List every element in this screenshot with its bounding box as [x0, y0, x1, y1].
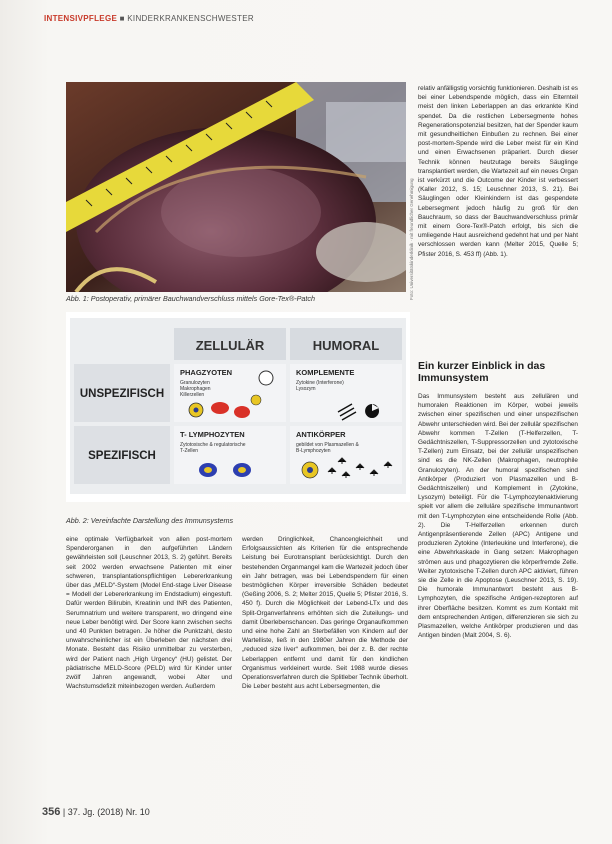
- photo-credit: Foto: Universitätskinderklinik · mit freundlicher Genehmigung: [409, 178, 414, 300]
- middle-column: [242, 535, 408, 797]
- immune-system-diagram: [66, 312, 410, 502]
- col-header-cellular: ZELLULÄR: [195, 338, 265, 353]
- cell-phagocytes-line2: Makrophagen: [180, 386, 211, 392]
- left-paragraph: eine optimale Verfügbarkeit von allen post-mortem Spenderorganen in den aufgeführten Ländern gewährleisten soll (Leuschner 2013, S. 2) geführt. Bereits seit 2002 werden erwachsene Patienten mit einer schweren, transplantationspflichtigen Lebererkrankung über das „MELD“-System (Model End-stage Liver Disease = Modell der Lebererkrankung im Endstadium) eingestuft. Dafür werden Bilirubin, Kreatinin und INR des Patienten, Serumnatrium und weitere transparent, wo dringend eine neue Leber benötigt wird. Der Score kann zwischen sechs und 40 Punkten betragen. Je höher die Punktzahl, desto unwahrscheinlicher ist ein Überleben der nächsten drei Monate. Besteht das Risiko unmittelbar zu versterben, wird der Patient nach „High Urgency“ (HU) gelistet. Der pädiatrische MELD-Score (PELD) wird für Kinder unter zwölf Jahren angewandt, wobei Alter und Wachstumsdefizit miteinbezogen werden. Außerdem: [66, 536, 232, 691]
- subsection-label: KINDERKRANKENSCHWESTER: [127, 14, 254, 23]
- immune-system-paragraph: Das Immunsystem besteht aus zellulären und humoralen Reaktionen im Körper, wobei jeweils zwischen einer spezifischen und einer unspezifischen Abwehr unterschieden wird. Bei der zellulär spezifischen Abwehr kommen T-Zellen (T-Helferzellen, T-Gedächtniszellen, T-Suppressorzellen und zytotoxische T-Zellen) zum Einsatz, bei der zellulär unspezifischen sind es die NK-Zellen (Makrophagen, neutrophile Granulozyten). An der humoral spezifischen sind Antikörper (Produziert von Plasmazellen und B-Gedächtniszellen) und Komplement in (Zytokine, Lysozym) beteiligt. Für die T-Lymphozytenaktivierung spielt vor allem die zelluläre spezifische Immunantwort mit den T-Lymphozyten eine entscheidende Rolle (Abb. 2). Die T-Helferzellen erkennen durch Antigenpräsentierende Zellen (APC) Antigene und produzieren Zytokine (Interleukine und Interferone), die eine Abwehrkaskade in Gang setzen: Makrophagen strömen aus und phagozytieren die körperfremde Zelle. Weiter zytotoxische T-Zellen durch APC aktiviert, führen sie die Zelle in die Apoptose (Leuschner 2013, S. 19). Die humorale Immunantwort besteht aus B-Lymphozyten, die spezifische Antigen-rezeptoren auf ihrer Oberfläche besitzen. Kommt es zum Kontakt mit dem entsprechenden Antigen, differenzieren sie sich zu Plasmazellen, welche Antikörper produzieren und das Antigen binden (Malt 2004, S. 6).: [418, 393, 578, 640]
- cell-phagocytes-line3: Killerzellen: [180, 392, 205, 398]
- cell-phagocytes-line1: Granulozyten: [180, 380, 210, 386]
- cell-phagocytes-title: PHAGZYOTEN: [180, 368, 233, 377]
- cell-tlymph-line2: T-Zellen: [180, 448, 199, 454]
- immune-diagram-svg: [66, 312, 410, 502]
- middle-paragraph: werden Dringlichkeit, Chancengleichheit und Erfolgsaussichten als Kriterien für die entsprechende Leistung bei Eurotransplant berücksichtigt. Durch den bestehenden Organmangel kam die Wartezeit jedoch über ein Jahr betragen, was bei Lebendspendern für einen bestmöglichen Körper irreversible Schäden bedeutet (Geßing 2006, S. 2; Melter 2015, Quelle 5; Pfister 2016, S. 450 f). Durch die Möglichkeit der Lebend-LTx und des Split-Organverfahrens erhöhten sich die Zuteilungs- und damit Überlebenschancen. Das geringe Organaufkommen und eine hohe Zahl an Sterbefällen von Kindern auf der Wartelliste, ließ in den 1980er Jahren die Methode der „reduced size liver“ aufkommen, bei der z. B. der rechte Leberlappen entfernt und damit für den kindlichen Organismus verkleinert wurde. Seit 1988 wurde dieses Operationsverfahren durch die Splitleber Technik überholt. Die Leber besteht aus acht Lebersegmenten, die: [242, 536, 408, 691]
- cell-complement-title: KOMPLEMENTE: [296, 368, 355, 377]
- col-header-humoral: HUMORAL: [312, 338, 380, 353]
- cell-complement-line1: Zytokine (Interferone): [296, 380, 344, 386]
- right-top-paragraph: relativ anfälligstig vorsichtig funktionieren. Deshalb ist es bei einer Lebendspende möglich, dass ein Elternteil meist den linken Leberlappen an das erkrankte Kind spendet. Da die restlichen Lebersegmente hohes Regenerationspotenzial besitzen, hat der Spender kaum mit gesundheitlichen Einbußen zu rechnen. Bei einer post-mortem-Spende wird die Leber meist für ein Kind und einen Erwachsenen präpariert. Durch dieser Technik können heutzutage bereits Säuglinge transplantiert werden, die Wartezeit auf ein neues Organ ist verkürzt und die Outcome der Kinder ist verbessert (Kaller 2012, S. 15; Leuschner 2013, S. 21). Bei Säuglingen oder Kleinkindern ist das gespendete Lebersegment jedoch häufig zu groß für den Bauchraum, so dass der Bauchwandverschluss primär mit einem Gore-Tex®-Patch erfolgt, bis sich die umliegende Haut ausreichend gedehnt hat und per Naht verschlossen werden kann (Melter 2015, Quelle 5; Pfister 2016, S. 453 ff) (Abb. 1).: [418, 85, 578, 258]
- cell-tlymph-title: T- LYMPHOZYTEN: [180, 430, 245, 439]
- page-number: 356: [42, 806, 61, 818]
- running-header: [44, 14, 254, 23]
- cell-antibody-title: ANTIKÖRPER: [296, 430, 346, 439]
- section-label: INTENSIVPFLEGE: [44, 14, 118, 23]
- cell-antibody-line2: B-Lymphozyten: [296, 448, 331, 454]
- left-column: [66, 535, 232, 797]
- cell-tlymph-line1: Zytotoxische & regulatorische: [180, 442, 246, 448]
- figure2-caption: Abb. 2: Vereinfachte Darstellung des Immunsystems: [66, 516, 234, 525]
- magazine-icon: ■: [119, 14, 128, 23]
- issue-info: 37. Jg. (2018) Nr. 10: [67, 807, 150, 817]
- photo-illustration: [66, 82, 406, 292]
- right-column-bottom: [418, 392, 578, 792]
- cell-complement-line2: Lysozym: [296, 386, 316, 392]
- row-header-specific: SPEZIFISCH: [88, 450, 156, 462]
- postoperative-photo: [66, 82, 406, 292]
- page-footer: 356 | 37. Jg. (2018) Nr. 10: [42, 806, 150, 818]
- figure1-caption: Abb. 1: Postoperativ, primärer Bauchwandverschluss mittels Gore-Tex®-Patch: [66, 294, 315, 303]
- row-header-unspecific: UNSPEZIFISCH: [79, 388, 165, 400]
- section-heading: Ein kurzer Einblick in das Immunsystem: [418, 360, 546, 384]
- pathogen-cell-icon: [211, 402, 229, 414]
- macrophage-icon: [259, 371, 273, 385]
- right-column-top: [418, 84, 578, 356]
- cell-antibody-line1: gebildet von Plasmazellen &: [296, 442, 359, 448]
